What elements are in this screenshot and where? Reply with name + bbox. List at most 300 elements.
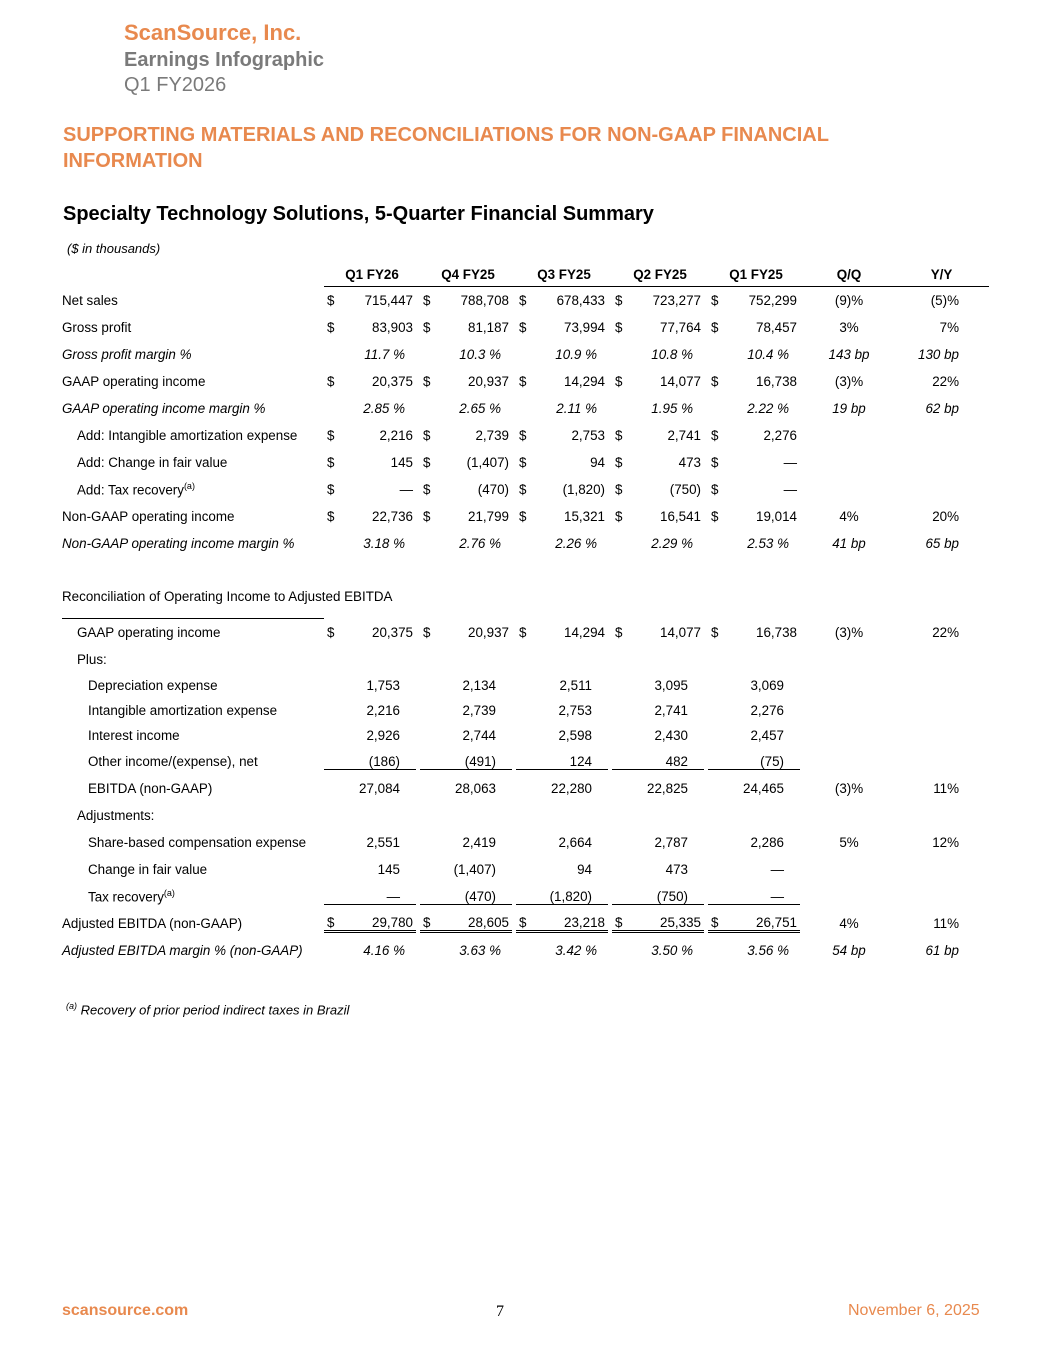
cell-q1fy26 [324,856,420,883]
cell-q3fy25 [516,368,612,395]
value-wrap [420,943,512,958]
value: 2,457 [750,728,784,743]
col-yy: Y/Y [894,262,989,287]
value-wrap [420,728,512,743]
value-wrap [516,509,608,524]
value-wrap [708,482,800,497]
dollar-sign: $ [711,428,719,443]
cell-q1fy25 [708,619,804,647]
value: 81,187 [468,320,509,335]
cell-q4fy25 [420,368,516,395]
value-wrap [420,678,512,693]
cell-q1fy26 [324,503,420,530]
value-wrap [420,374,512,389]
value-wrap [708,835,800,850]
qq-change: (3)% [834,374,864,389]
row-label-text: GAAP operating income [62,374,206,389]
value-wrap [324,320,416,335]
value-wrap [324,347,416,362]
dollar-sign: $ [711,624,719,640]
value-wrap [324,943,416,958]
value-wrap [420,482,512,497]
value-wrap [612,835,704,850]
cell-q3fy25 [516,449,612,476]
dollar-sign: $ [327,293,335,308]
dollar-sign: $ [423,293,431,308]
value: 3,069 [750,678,784,693]
dollar-sign: $ [615,624,623,640]
row-label [62,314,324,341]
cell-q2fy25 [612,476,708,503]
row-gp-margin [62,341,989,368]
row-add-amort [62,422,989,449]
qq-change: 4% [839,916,859,931]
row-label [62,723,324,748]
value: 2.53 % [747,536,789,551]
cell-q4fy25 [420,937,516,964]
row-label [62,673,324,698]
cell-q1fy25 [708,775,804,802]
dollar-sign: $ [711,914,719,930]
value: 1.95 % [651,401,693,416]
cell-q1fy26 [324,314,420,341]
value: 29,780 [372,914,413,930]
cell-q1fy25 [708,698,804,723]
row-other [62,748,989,775]
yy-change: 11% [933,916,959,931]
value: 16,541 [660,509,701,524]
cell-q1fy25 [708,829,804,856]
table-title: Specialty Technology Solutions, 5-Quarter Financial Summary [63,203,654,225]
value-wrap [612,509,704,524]
yy-change: 12% [932,835,959,850]
value-wrap [324,428,416,443]
value-wrap [420,915,512,933]
value: 27,084 [359,781,400,796]
cell-q1fy26 [324,937,420,964]
cell-q3fy25 [516,530,612,557]
row-label-text: Adjustments: [77,808,155,823]
qq-change [804,476,894,503]
value: 2,216 [379,428,413,443]
dollar-sign: $ [711,509,719,524]
cell-q2fy25 [612,341,708,368]
dollar-sign: $ [423,624,431,640]
value: 2,216 [366,703,400,718]
value-wrap [612,320,704,335]
cell-q1fy25 [708,856,804,883]
dollar-sign: $ [615,293,623,308]
value: 3.18 % [363,536,405,551]
dollar-sign: $ [327,482,335,497]
row-label [62,449,324,476]
value: 2,430 [654,728,688,743]
footnote-ref: (a) [183,481,195,492]
cell-q2fy25 [612,748,708,775]
value: 1,753 [366,678,400,693]
value: 482 [665,753,688,769]
value-wrap [324,703,416,718]
dollar-sign: $ [519,455,527,470]
qq-change: (3)% [834,624,864,640]
footnote-text: Recovery of prior period indirect taxes in Brazil [77,1002,350,1018]
footer-date: November 6, 2025 [848,1302,980,1319]
cell-q1fy25 [708,748,804,775]
dollar-sign: $ [615,320,623,335]
cell-q1fy25 [708,503,804,530]
qq-change [804,856,894,883]
value-wrap [420,401,512,416]
value: 14,077 [660,374,701,389]
cell-q3fy25 [516,673,612,698]
value: 2,664 [558,835,592,850]
value: 2.22 % [747,401,789,416]
qq-change [804,673,894,698]
cell-q1fy25 [708,937,804,964]
value-wrap [324,536,416,551]
qq-change: 4% [839,509,859,524]
column-header-row [62,262,989,287]
cell-q1fy25 [708,314,804,341]
row-label [62,937,324,964]
cell-q2fy25 [612,287,708,315]
value: 10.9 % [555,347,597,362]
row-label-text: Non-GAAP operating income margin % [62,536,295,551]
yy-change: 62 bp [925,401,959,416]
value: 20,937 [468,624,509,640]
qq-change: 5% [839,835,859,850]
value-wrap [324,482,416,497]
value-wrap [612,862,704,877]
units-note: ($ in thousands) [67,241,161,256]
cell-q2fy25 [612,530,708,557]
yy-change [894,856,989,883]
row-label-text: Gross profit margin % [62,347,192,362]
dollar-sign: $ [519,428,527,443]
cell-q1fy26 [324,619,420,647]
cell-q4fy25 [420,576,516,619]
row-label-text: Gross profit [62,320,132,335]
dollar-sign: $ [423,509,431,524]
cell-q3fy25 [516,748,612,775]
row-label [62,576,393,619]
row-sbc [62,829,989,856]
value-wrap [324,728,416,743]
cell-q4fy25 [420,476,516,503]
yy-change: 61 bp [925,943,959,958]
cell-q4fy25 [420,883,516,910]
cell-q1fy25 [708,422,804,449]
value-wrap [420,536,512,551]
value: — [399,482,413,497]
cell-q2fy25 [612,937,708,964]
cell-q3fy25 [516,937,612,964]
value-wrap [516,455,608,470]
cell-q2fy25 [612,829,708,856]
cell-q1fy25 [708,673,804,698]
value: 26,751 [756,914,797,930]
cell-q3fy25 [516,341,612,368]
cell-q4fy25 [420,287,516,315]
cell-q1fy25 [708,449,804,476]
value-wrap [516,293,608,308]
value-wrap [708,862,800,877]
value: (750) [669,482,701,497]
qq-change [804,646,894,673]
row-label [62,422,324,449]
cell-q3fy25 [516,910,612,937]
dollar-sign: $ [519,914,527,930]
row-label [62,748,324,775]
value: 22,825 [647,781,688,796]
value-wrap [324,678,416,693]
value: 73,994 [564,320,605,335]
value-wrap [516,428,608,443]
value: 21,799 [468,509,509,524]
cell-q1fy25 [708,368,804,395]
cell-q1fy26 [324,287,420,315]
value-wrap [420,347,512,362]
value: 25,335 [660,914,701,930]
value-wrap [420,625,512,640]
dollar-sign: $ [327,428,335,443]
footer-website: scansource.com [62,1302,189,1319]
value-wrap [324,781,416,796]
value-wrap [612,781,704,796]
section-title: SUPPORTING MATERIALS AND RECONCILIATIONS FOR NON-GAAP FINANCIAL INFORMATION [63,124,829,172]
value: 473 [678,455,701,470]
cell-q1fy26 [324,698,420,723]
value: 2,286 [750,835,784,850]
dollar-sign: $ [711,482,719,497]
value-wrap [420,781,512,796]
row-add-tax [62,476,989,503]
value-wrap [324,754,416,770]
value-wrap [324,293,416,308]
dollar-sign: $ [519,320,527,335]
row-label-text: Add: Tax recovery [77,482,184,498]
value: 3.63 % [459,943,501,958]
financial-summary-table [62,262,989,964]
dollar-sign: $ [327,455,335,470]
cell-q2fy25 [612,619,708,647]
value: 723,277 [652,293,701,308]
value-wrap [516,862,608,877]
qq-change: 3% [839,320,859,335]
value: 2.11 % [556,401,597,416]
spacer-row [62,557,989,576]
value-wrap [324,915,416,933]
value-wrap [708,915,800,933]
row-recon-header [62,576,989,619]
value: 2,598 [558,728,592,743]
value: 2,419 [462,835,496,850]
value-wrap [516,347,608,362]
cell-q2fy25 [612,422,708,449]
cell-q3fy25 [516,422,612,449]
row-recon-gaap-oi [62,619,989,647]
yy-change: 130 bp [918,347,959,362]
row-label-text: EBITDA (non-GAAP) [88,781,213,796]
value-wrap [420,889,512,905]
value-wrap [324,862,416,877]
value-wrap [708,374,800,389]
cell-q1fy26 [324,476,420,503]
row-ebitda [62,775,989,802]
value: 3.50 % [651,943,693,958]
cell-q4fy25 [420,341,516,368]
cell-q2fy25 [612,698,708,723]
dollar-sign: $ [327,914,335,930]
value-wrap [612,703,704,718]
cell-q4fy25 [420,802,516,829]
value: 2,741 [654,703,688,718]
row-label [62,856,324,883]
row-plus [62,646,989,673]
dollar-sign: $ [423,482,431,497]
value-wrap [516,320,608,335]
row-gaap-oi [62,368,989,395]
value: 20,375 [372,374,413,389]
qq-change: 143 bp [828,347,870,362]
cell-q2fy25 [612,802,708,829]
cell-q1fy26 [324,341,420,368]
dollar-sign: $ [519,482,527,497]
cell-q1fy25 [708,802,804,829]
row-gross-profit [62,314,989,341]
cell-q4fy25 [420,449,516,476]
cell-q1fy26 [324,829,420,856]
yy-change [894,576,989,619]
value: 715,447 [364,293,413,308]
qq-change [804,422,894,449]
value-wrap [516,536,608,551]
cell-q2fy25 [612,449,708,476]
value: 24,465 [743,781,784,796]
cell-q3fy25 [516,802,612,829]
row-label-text: Intangible amortization expense [88,703,278,718]
dollar-sign: $ [519,374,527,389]
row-label-text: Non-GAAP operating income [62,509,235,524]
cell-q3fy25 [516,619,612,647]
cell-q1fy26 [324,910,420,937]
cell-q2fy25 [612,395,708,422]
row-label-text: Adjusted EBITDA margin % (non-GAAP) [62,943,303,958]
value: 28,605 [468,914,509,930]
value: 14,077 [660,624,701,640]
qq-change [804,723,894,748]
value: 10.4 % [747,347,789,362]
row-label [62,829,324,856]
footnote-marker: (a) [66,1001,77,1011]
row-label [62,530,324,557]
value: 2,744 [462,728,496,743]
cell-q2fy25 [612,368,708,395]
yy-change: 7% [939,320,959,335]
yy-change [894,673,989,698]
dollar-sign: $ [327,509,335,524]
value: 78,457 [756,320,797,335]
value: 20,937 [468,374,509,389]
value: 2.85 % [363,401,405,416]
row-label [62,775,324,802]
cell-q1fy25 [708,287,804,315]
cell-q1fy26 [324,422,420,449]
col-q1fy26: Q1 FY26 [324,262,420,287]
value-wrap [708,455,800,470]
value-wrap [708,428,800,443]
value: (186) [368,753,400,769]
value: — [770,862,784,877]
value-wrap [708,781,800,796]
cell-q2fy25 [612,856,708,883]
dollar-sign: $ [711,455,719,470]
cell-q1fy26 [324,802,420,829]
cell-q1fy26 [324,449,420,476]
dollar-sign: $ [615,914,623,930]
yy-change: 65 bp [925,536,959,551]
row-net-sales [62,287,989,315]
value: 2.76 % [459,536,501,551]
value: 2,276 [750,703,784,718]
row-fv [62,856,989,883]
dollar-sign: $ [711,293,719,308]
value: 16,738 [756,624,797,640]
value: (491) [464,753,496,769]
value-wrap [324,889,416,905]
dollar-sign: $ [423,914,431,930]
row-amort [62,698,989,723]
value-wrap [708,401,800,416]
value: — [386,888,400,904]
yy-change [894,723,989,748]
yy-change [894,802,989,829]
value-wrap [708,293,800,308]
value: 145 [377,862,400,877]
row-label [62,503,324,530]
cell-q1fy25 [708,723,804,748]
value: 22,280 [551,781,592,796]
value: (1,407) [466,455,509,470]
value: 83,903 [372,320,413,335]
row-add-fv [62,449,989,476]
value-wrap [516,728,608,743]
value-wrap [516,754,608,770]
cell-q3fy25 [516,576,612,619]
value: 2.65 % [459,401,501,416]
cell-q1fy26 [324,368,420,395]
cell-q2fy25 [612,883,708,910]
value-wrap [612,293,704,308]
col-q3fy25: Q3 FY25 [516,262,612,287]
value-wrap [516,835,608,850]
qq-change: 19 bp [832,401,866,416]
yy-change: (5)% [930,293,959,308]
value: 2,753 [558,703,592,718]
row-label [62,698,324,723]
row-label [62,910,324,937]
dollar-sign: $ [423,428,431,443]
value-wrap [612,428,704,443]
value: 2,753 [571,428,605,443]
col-q1fy25: Q1 FY25 [708,262,804,287]
value-wrap [708,728,800,743]
cell-q1fy26 [324,775,420,802]
cell-q1fy25 [708,395,804,422]
qq-change [804,698,894,723]
dollar-sign: $ [519,293,527,308]
cell-q3fy25 [516,723,612,748]
